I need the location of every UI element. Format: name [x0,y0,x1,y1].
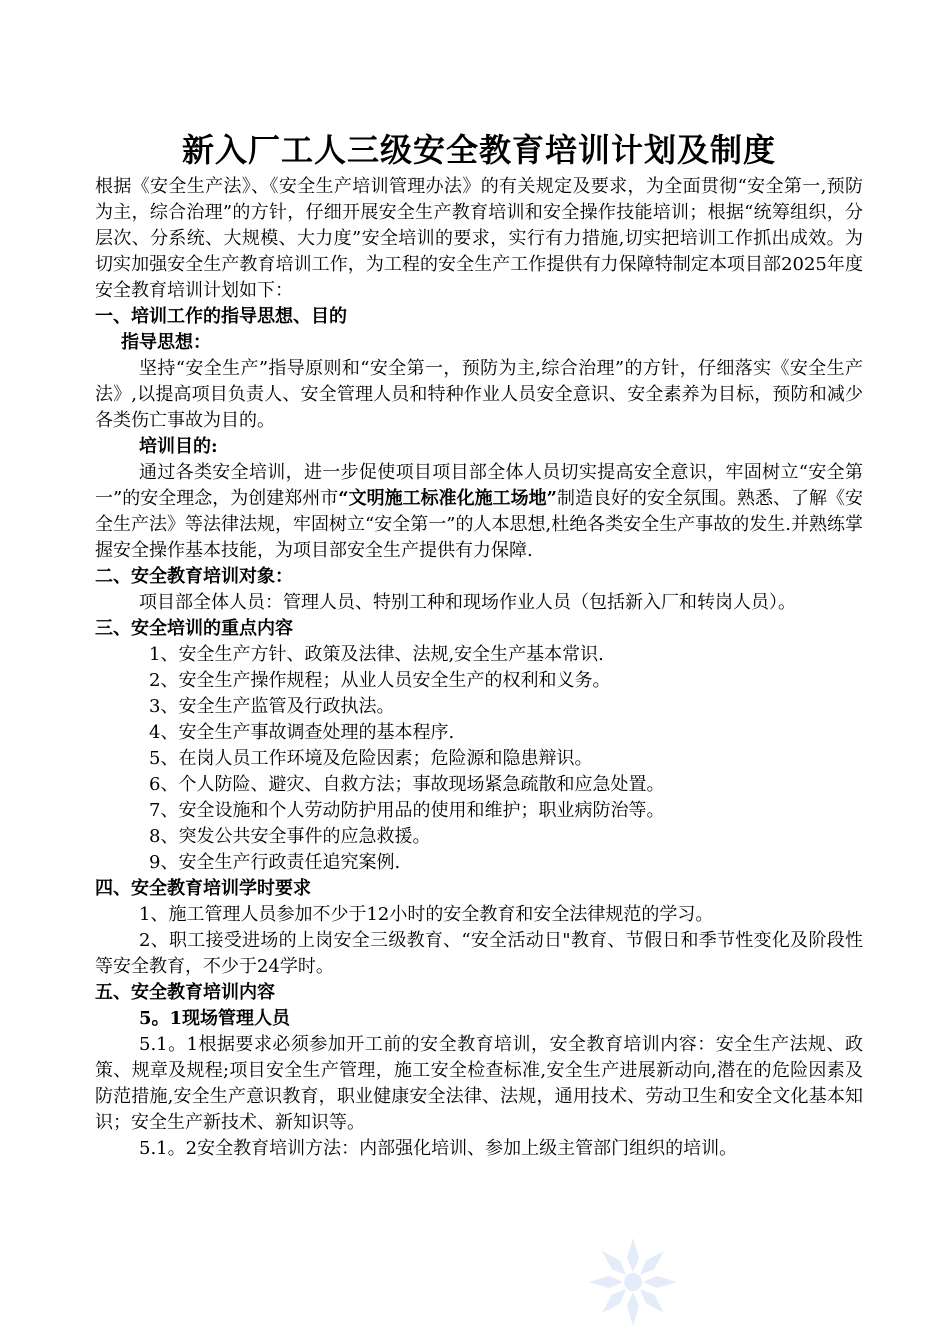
section-5-heading: 五、安全教育培训内容 [95,982,275,1003]
section-5-paragraph-1: 5.1。1根据要求必须参加开工前的安全教育培训，安全教育培训内容：安全生产法规、政策、规章及规程;项目安全生产管理，施工安全检查标准,安全生产进展新动向,潜在的危险因素及防范措施,安全生产意识教育，职业健康安全法律、法规，通用技术、劳动卫生和安全文化基本知识；安全生产新技术、新知识等。 [95,1034,863,1133]
section-4-paragraph-1: 1、施工管理人员参加不少于12小时的安全教育和安全法律规范的学习。 [139,904,714,925]
section-3-heading: 三、安全培训的重点内容 [95,618,293,639]
section-5-paragraph-2: 5.1。2安全教育培训方法：内部强化培训、参加上级主管部门组织的培训。 [139,1138,738,1159]
list-item: 8、突发公共安全事件的应急救援。 [149,826,431,847]
list-item: 2、安全生产操作规程；从业人员安全生产的权利和义务。 [149,670,611,691]
list-item: 6、个人防险、避灾、自救方法；事故现场紧急疏散和应急处置。 [149,774,665,795]
guide-label: 指导思想： [121,332,211,353]
list-item: 9、安全生产行政责任追究案例. [149,852,401,873]
section-1-heading: 一、培训工作的指导思想、目的 [95,306,347,327]
list-item: 5、在岗人员工作环境及危险因素；危险源和隐患辩识。 [149,748,593,769]
purpose-paragraph [95,460,863,564]
list-item: 7、安全设施和个人劳动防护用品的使用和维护；职业病防治等。 [149,800,665,821]
list-item: 1、安全生产方针、政策及法律、法规,安全生产基本常识. [149,644,604,665]
document-page [95,128,863,1162]
purpose-text-2: 制造良好的安全氛围。熟悉、了解《安全生产法》等法律法规，牢固树立“安全第一”的人本思想,杜绝各类安全生产事故的发生.并熟练掌握安全操作基本技能，为项目部安全生产提供有力保障. [95,488,863,561]
list-item: 3、安全生产监管及行政执法。 [149,696,395,717]
section-2-paragraph: 项目部全体人员：管理人员、特别工种和现场作业人员（包括新入厂和转岗人员）。 [139,592,796,613]
intro-paragraph: 根据《安全生产法》、《安全生产培训管理办法》的有关规定及要求，为全面贯彻“安全第一,预防为主，综合治理”的方针，仔细开展安全生产教育培训和安全操作技能培训；根据“统筹组织，分层次、分系统、大规模、大力度”安全培训的要求，实行有力措施,切实把培训工作抓出成效。为切实加强安全生产教育培训工作，为工程的安全生产工作提供有力保障特制定本项目部2025年度安全教育培训计划如下： [95,176,863,301]
section-4-paragraph-2: 2、职工接受进场的上岗安全三级教育、“安全活动日"教育、节假日和季节性变化及阶段性等安全教育，不少于24学时。 [95,930,863,977]
section-4-heading: 四、安全教育培训学时要求 [95,878,311,899]
purpose-label: 培训目的: [139,436,218,457]
guide-paragraph: 坚持“安全生产”指导原则和“安全第一，预防为主,综合治理”的方针，仔细落实《安全生产法》,以提高项目负责人、安全管理人员和特种作业人员安全意识、安全素养为目标，预防和减少各类伤亡事故为目的。 [95,358,863,431]
section-2-heading: 二、安全教育培训对象： [95,566,293,587]
key-content-list [95,642,863,876]
purpose-text-1: 通过各类安全培训，进一步促使项目项目部全体人员切实提高安全意识，牢固树立“安全第一”的安全理念，为创建郑州市 [95,462,863,509]
document-title: 新入厂工人三级安全教育培训计划及制度 [181,131,776,169]
snowflake-watermark-icon [583,1232,683,1332]
list-item: 4、安全生产事故调查处理的基本程序. [149,722,455,743]
section-5-subheading: 5。1现场管理人员 [139,1008,291,1029]
purpose-bold-text: “文明施工标准化施工场地” [338,488,557,509]
